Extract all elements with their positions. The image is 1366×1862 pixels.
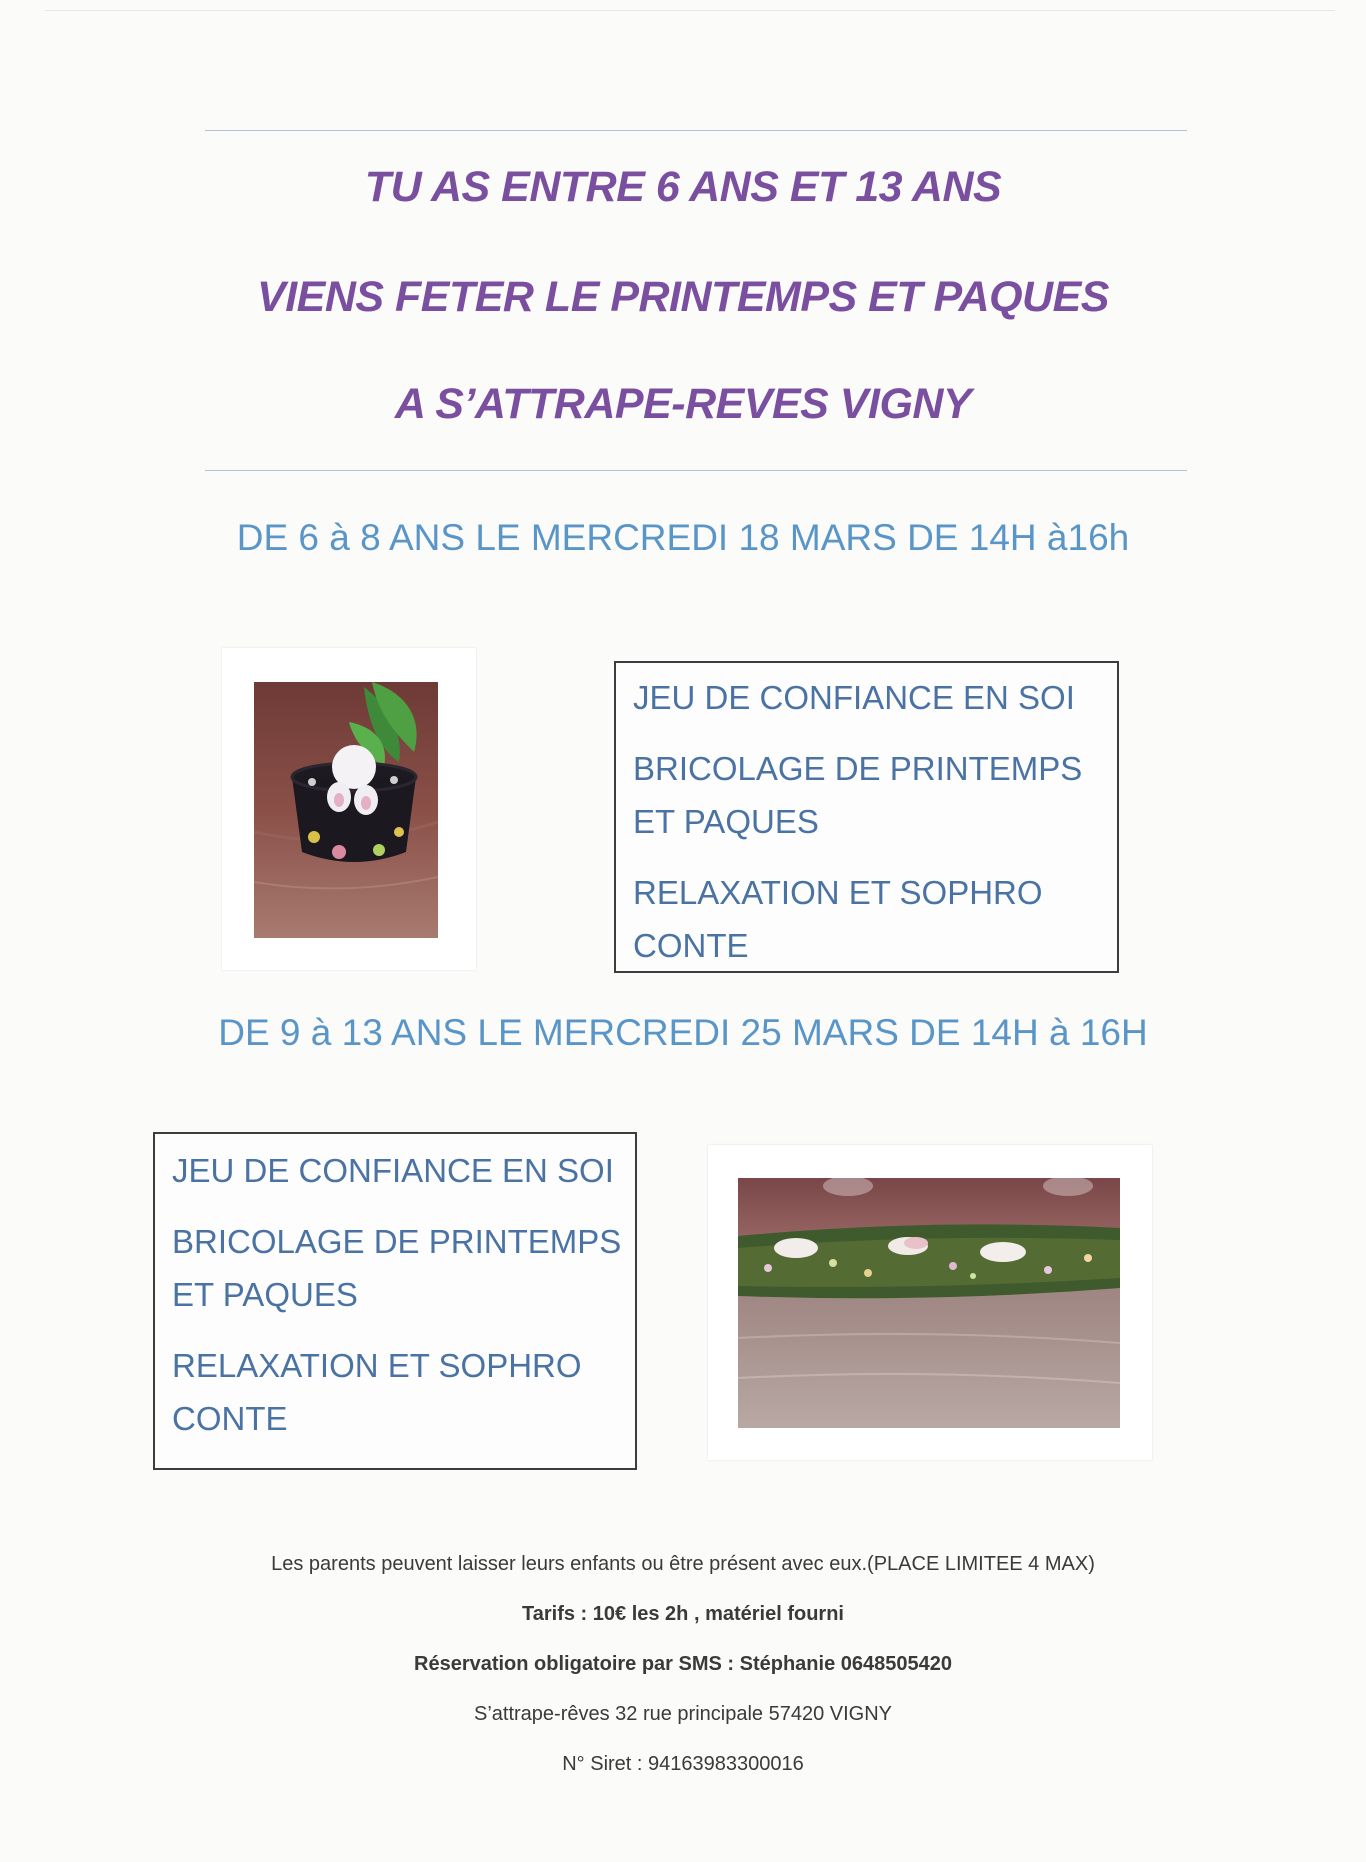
session-2-activity: RELAXATION ET SOPHRO [172,1347,582,1384]
session-1-activity: RELAXATION ET SOPHRO [633,874,1043,911]
divider-top [205,130,1187,131]
session-2-activity: CONTE [172,1400,288,1437]
price-info: Tarifs : 10€ les 2h , matériel fourni [522,1603,844,1625]
spring-table-photo-image [738,1178,1120,1428]
session-2-activity: JEU DE CONFIANCE EN SOI [172,1152,614,1189]
easter-pot-photo [254,682,438,938]
session-1-activity-box [614,661,1119,973]
session-2-activity-box [153,1132,637,1470]
easter-pot-photo-frame [222,648,476,970]
headline-venue: A S’ATTRAPE-REVES VIGNY [394,380,972,428]
reservation-info: Réservation obligatoire par SMS : Stéphanie 0648505420 [414,1653,952,1675]
spring-table-photo-frame [708,1145,1152,1460]
session-1-activity: JEU DE CONFIANCE EN SOI [633,679,1075,716]
spring-table-photo [738,1178,1120,1428]
headline-age: TU AS ENTRE 6 ANS ET 13 ANS [364,163,1002,211]
session-2-title: DE 9 à 13 ANS LE MERCREDI 25 MARS DE 14H à 16H [218,1012,1148,1053]
session-1-activity: ET PAQUES [633,803,819,840]
address: S’attrape-rêves 32 rue principale 57420 VIGNY [473,1703,892,1725]
session-1-title: DE 6 à 8 ANS LE MERCREDI 18 MARS DE 14H à16h [236,517,1130,558]
session-2-activity: BRICOLAGE DE PRINTEMPS [172,1223,622,1260]
session-1-activity: CONTE [633,927,749,964]
headline-invite: VIENS FETER LE PRINTEMPS ET PAQUES [257,273,1109,321]
session-2-activity: ET PAQUES [172,1276,358,1313]
session-1-activity: BRICOLAGE DE PRINTEMPS [633,750,1083,787]
parents-note: Les parents peuvent laisser leurs enfants ou être présent avec eux.(PLACE LIMITEE 4 MAX) [271,1553,1095,1575]
siret: N° Siret : 94163983300016 [562,1753,804,1775]
easter-pot-photo-image [254,682,438,938]
page-edge-line [45,10,1335,11]
divider-bottom [205,470,1187,471]
